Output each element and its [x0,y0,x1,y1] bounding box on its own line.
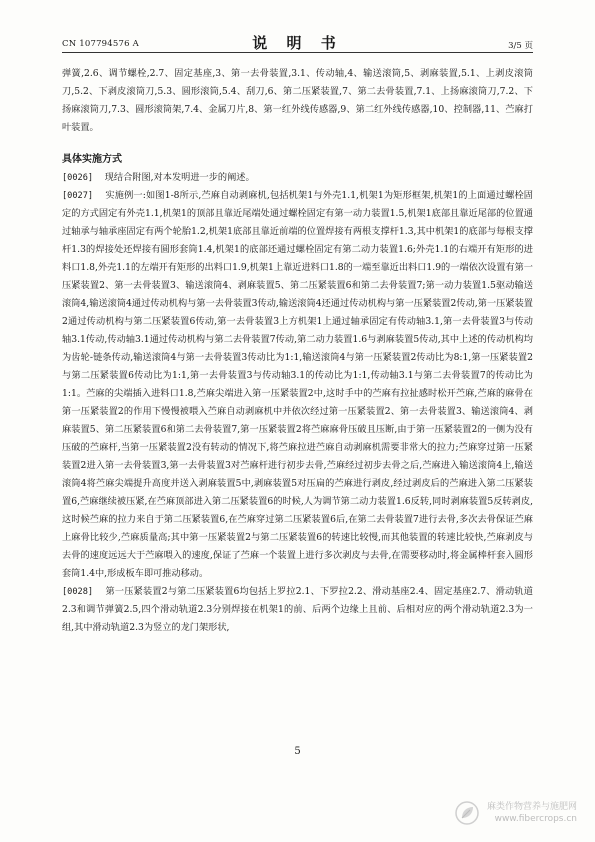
document-body [62,65,533,637]
leaf-logo-icon [454,800,480,826]
paragraph-tag: [0028] [62,587,94,597]
document-title: 说 明 书 [252,34,343,52]
paragraph-text: 现结合附图,对本发明进一步的阐述。 [104,172,255,183]
paragraph-tag: [0026] [62,173,94,183]
site-watermark [454,800,577,826]
section-heading: 具体实施方式 [62,154,122,165]
paragraph-text: 实施例一:如图1-8所示,苎麻自动剥麻机,包括机架1与外壳1.1,机架1为矩形框架,机架1的上面通过螺栓固定的方式固定有外壳1.1,机架1的顶部且靠近尾端处通过螺栓固定有第一动力装置1.5,机架1底部且靠近尾部的位置通过轴承与轴承座固定有两个轮胎1.2,机架1底部且靠近前端的位置焊接有两根支撑杆1.3,其中机架1的底部与每根支撑杆1.3的焊接处还焊接有圆形套筒1.4,机架1的底部还通过螺栓固定有第二动力装置1.6;外壳1.1的右端开有矩形的进料口1.8,外壳1.1的左端开有矩形的出料口1.9,机架1上靠近进料口1.8的一端至靠近出料口1.9的一端依次设置有第一压紧装置2、第一去骨装置3、输送滚筒4、剥麻装置5、第二压紧装置6和第二去骨装置7;第一动力装置1.5驱动输送滚筒4,输送滚筒4通过传动机构与第一去骨装置3传动,输送滚筒4还通过传动机构与第一压紧装置2传动,第一压紧装置2通过传动机构与第二压紧装置6传动,第一去骨装置3上方机架1上通过轴承固定有传动轴3.1,第一去骨装置3与传动轴3.1传动,传动轴3.1通过传动机构与第二去骨装置7传动,第二动力装置1.6与剥麻装置5传动,其中上述的传动机构均为齿轮-链条传动,输送滚筒4与第一去骨装置3传动比为1:1,输送滚筒4与第一压紧装置2传动比为8:1,第一压紧装置2与第二压紧装置6传动比为1:1,第一去骨装置3与传动轴3.1的传动比为1:1,传动轴3.1与第二去骨装置7的传动比为1:1。苎麻的尖端插入进料口1.8,苎麻尖端进入第一压紧装置2中,这时手中的苎麻有拉扯感时松开苎麻,苎麻的麻骨在第一压紧装置2的作用下慢慢被喂入苎麻自动剥麻机中并依次经过第一压紧装置2、第一去骨装置3、输送滚筒4、剥麻装置5、第二压紧装置6和第二去骨装置7,第一压紧装置2将苎麻麻骨压破且压断,由于第一压紧装置2的一侧为没有压破的苎麻杆,当第一压紧装置2没有转动的情况下,将苎麻拉进苎麻自动剥麻机需要非常大的拉力;苎麻穿过第一压紧装置2进入第一去骨装置3,第一去骨装置3对苎麻杆进行初步去骨,苎麻经过初步去骨之后,苎麻进入输送滚筒4上,输送滚筒4将苎麻尖端提升高度并送入剥麻装置5中,剥麻装置5对压扁的苎麻进行剥皮,经过剥皮后的苎麻进入第二压紧装置6,苎麻继续被压紧,在苎麻顶部进入第二压紧装置6的时候,人为调节第二动力装置1.6反转,同时剥麻装置5反转剥皮,这时候苎麻的拉力来自于第二压紧装置6,在苎麻穿过第二压紧装置6后,在第二去骨装置7进行去骨,多次去骨保证苎麻上麻骨比较少,苎麻质量高;其中第一压紧装置2与第二压紧装置6的转速比较慢,而其他装置的转速比较快,苎麻剥皮与去骨的速度远远大于苎麻喂入的速度,保证了苎麻一个装置上进行多次剥皮与去骨,在需要移动时,将金属棒杆套入圆形套筒1.4中,形成板车即可推动移动。 [62,190,533,579]
page-header [62,30,533,53]
patent-number: CN 107794576 A [62,39,139,49]
watermark-url: www.fibercrops.cn [494,814,577,824]
intro-paragraph: 弹簧,2.6、调节螺栓,2.7、固定基座,3、第一去骨装置,3.1、传动轴,4、输送滚筒,5、剥麻装置,5.1、上剥皮滚筒刀,5.2、下剥皮滚筒刀,5.3、圆形滚筒,5.4、刮刀,6、第二压紧装置,7、第二去骨装置,7.1、上扬麻滚筒刀,7.2、下扬麻滚筒刀,7.3、圆形滚筒架,7.4、金属刀片,8、第一红外线传感器,9、第二红外线传感器,10、控制器,11、苎麻打叶装置。 [62,68,533,133]
paragraph-tag: [0027] [62,191,94,201]
watermark-name: 麻类作物营养与施肥网 [486,802,577,812]
paragraph-0026 [62,169,533,187]
page-number: 5 [294,746,301,757]
paragraph-text: 第一压紧装置2与第二压紧装置6均包括上罗拉2.1、下罗拉2.2、滑动基座2.4、固定基座2.7、滑动轨道2.3和调节弹簧2.5,四个滑动轨道2.3分别焊接在机架1的前、后两个边缘上且前、后相对应的两个滑动轨道2.3为一组,其中滑动轨道2.3为竖立的龙门架形状, [62,586,533,633]
page-indicator: 3/5 页 [508,41,533,51]
paragraph-0027 [62,187,533,583]
paragraph-0028 [62,583,533,637]
